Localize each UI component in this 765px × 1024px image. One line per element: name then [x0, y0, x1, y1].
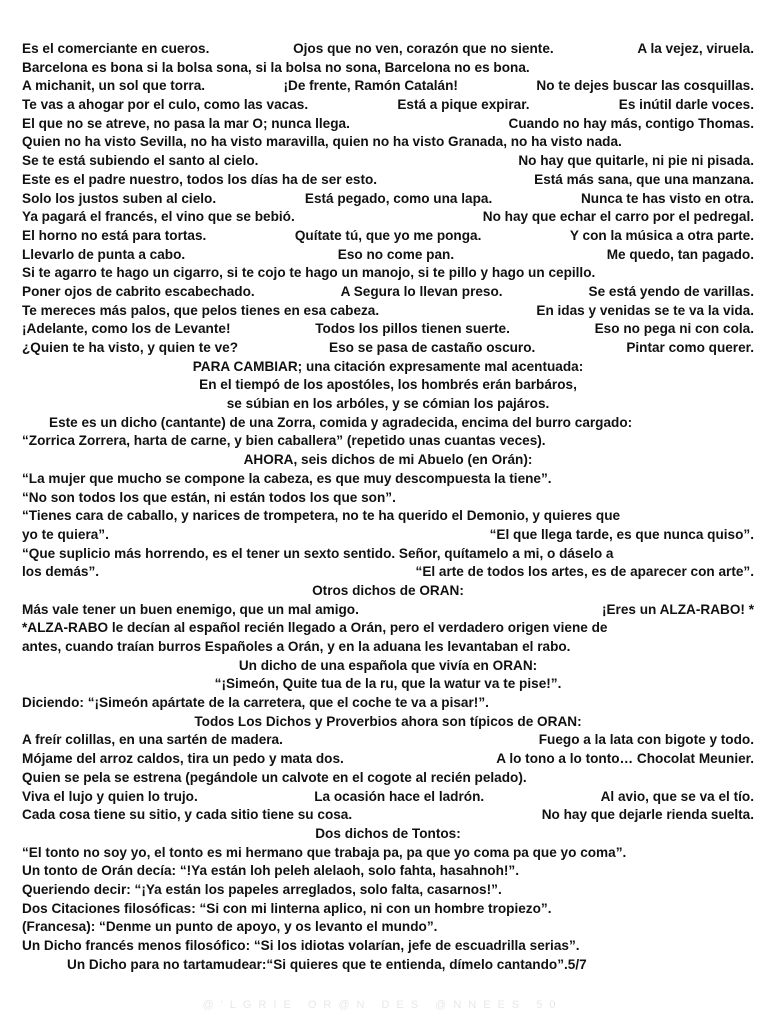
line-segment: Ya pagará el francés, el vino que se bebió. — [22, 209, 295, 225]
text-line — [22, 731, 754, 750]
line-segment: Dos Citaciones filosóficas: “Si con mi linterna aplico, ni con un hombre tropiezo”. — [22, 900, 552, 916]
line-segment: Quítate tú, que yo me ponga. — [294, 227, 482, 243]
text-line — [22, 190, 754, 209]
text-line — [22, 769, 754, 788]
text-line — [22, 302, 754, 321]
line-segment: (Francesa): “Denme un punto de apoyo, y os levanto el mundo”. — [22, 919, 438, 935]
line-segment: “El arte de todos los artes, es de aparecer con arte”. — [415, 564, 754, 580]
line-segment: La ocasión hace el ladrón. — [314, 788, 485, 804]
line-segment: Este es un dicho (cantante) de una Zorra, comida y agradecida, encima del burro cargado: — [49, 414, 633, 430]
text-line — [22, 545, 754, 564]
line-segment: “Zorrica Zorrera, harta de carne, y bien caballera” (repetido unas cuantas veces). — [22, 433, 546, 449]
text-line — [22, 713, 754, 732]
line-segment: No te dejes buscar las cosquillas. — [536, 78, 754, 94]
text-line — [22, 358, 754, 377]
text-line — [22, 414, 754, 433]
text-line — [22, 152, 754, 171]
text-line — [22, 563, 754, 582]
line-segment: AHORA, seis dichos de mi Abuelo (en Orán): — [243, 452, 533, 468]
line-segment: Un Dicho para no tartamudear: — [67, 956, 267, 972]
text-line — [22, 862, 754, 881]
text-line — [22, 246, 754, 265]
line-segment: El horno no está para tortas. — [22, 227, 207, 243]
line-segment: “No son todos los que están, ni están todos los que son”. — [22, 489, 396, 505]
line-segment: Este es el padre nuestro, todos los días ha de ser esto. — [22, 171, 378, 187]
text-line — [22, 264, 754, 283]
line-segment: ¡Adelante, como los de Levante! — [22, 321, 231, 337]
line-segment: No hay que quitarle, ni pie ni pisada. — [518, 153, 754, 169]
line-segment: Solo los justos suben al cielo. — [22, 190, 217, 206]
line-segment: Un dicho de una española que vivía en ORAN: — [238, 657, 538, 673]
line-segment: Eso no come pan. — [337, 246, 455, 262]
line-segment: yo te quiera”. — [22, 526, 109, 542]
text-line — [22, 376, 754, 395]
line-segment: No hay que dejarle rienda suelta. — [541, 807, 754, 823]
text-line — [22, 582, 754, 601]
line-segment: Se te está subiendo el santo al cielo. — [22, 153, 259, 169]
line-segment: Está más sana, que una manzana. — [534, 171, 754, 187]
text-line — [22, 507, 754, 526]
line-segment: Está pegado, como una lapa. — [304, 190, 493, 206]
line-segment: Llevarlo de punta a cabo. — [22, 246, 186, 262]
text-line — [22, 844, 754, 863]
line-segment: “La mujer que mucho se compone la cabeza, es que muy descompuesta la tiene”. — [22, 470, 552, 486]
line-segment: Si te agarro te hago un cigarro, si te cojo te hago un manojo, si te pillo y hago un cepillo. — [22, 265, 596, 281]
line-segment: Nunca te has visto en otra. — [580, 190, 754, 206]
line-segment: Todos Los Dichos y Proverbios ahora son típicos de ORAN: — [194, 713, 582, 729]
line-segment: Y con la música a otra parte. — [569, 227, 754, 243]
line-segment: antes, cuando traían burros Españoles a Orán, y en la aduana les levantaban el rabo. — [22, 639, 571, 654]
text-line — [22, 432, 754, 451]
text-line — [22, 526, 754, 545]
line-segment: Barcelona es bona si la bolsa sona, si la bolsa no sona, Barcelona no es bona. — [22, 59, 530, 75]
line-segment: Te mereces más palos, que pelos tienes en esa cabeza. — [22, 302, 380, 318]
line-segment: ¡Eres un ALZA-RABO! * — [601, 601, 754, 617]
line-segment: El que no se atreve, no pasa la mar O; nunca llega. — [22, 115, 350, 131]
line-segment: Más vale tener un buen enemigo, que un mal amigo. — [22, 601, 359, 617]
line-segment: Ojos que no ven, corazón que no siente. — [293, 41, 554, 56]
line-segment: No hay que echar el carro por el pedregal. — [482, 209, 754, 225]
text-line — [22, 227, 754, 246]
line-segment: Se está yendo de varillas. — [588, 283, 754, 299]
text-line — [22, 638, 754, 657]
text-line — [22, 283, 754, 302]
line-segment: Mójame del arroz caldos, tira un pedo y mata dos. — [22, 751, 344, 767]
text-line — [22, 881, 754, 900]
line-segment: ¡De frente, Ramón Catalán! — [283, 78, 458, 94]
line-segment: A la vejez, viruela. — [637, 41, 754, 56]
line-segment: “El que llega tarde, es que nunca quiso”. — [489, 526, 754, 542]
line-segment: Diciendo: “¡Simeón apártate de la carretera, que el coche te va a pisar!”. — [22, 695, 489, 711]
line-segment: A Segura lo llevan preso. — [340, 283, 503, 299]
text-line — [22, 40, 754, 59]
line-segment: Es inútil darle voces. — [618, 97, 754, 113]
line-segment: Me quedo, tan pagado. — [606, 246, 754, 262]
watermark-footer: @'LGRIE OR@N DES @NNEES 50 — [202, 999, 563, 1011]
text-line — [22, 825, 754, 844]
line-segment: A freír colillas, en una sartén de madera. — [22, 732, 283, 748]
document-body — [22, 40, 754, 974]
line-segment: En idas y venidas se te va la vida. — [536, 302, 754, 318]
text-line — [22, 451, 754, 470]
text-line — [22, 750, 754, 769]
line-segment: Al avio, que se va el tío. — [600, 788, 754, 804]
text-line — [22, 59, 754, 78]
line-segment: “¡Simeón, Quite tua de la ru, que la watur va te pise!”. — [214, 676, 562, 692]
text-line — [22, 806, 754, 825]
text-line — [22, 339, 754, 358]
line-segment: “El tonto no soy yo, el tonto es mi hermano que trabaja pa, pa que yo coma pa que yo coma”. — [22, 844, 627, 860]
text-line — [22, 77, 754, 96]
line-segment: Pintar como querer. — [626, 340, 754, 355]
line-segment: Un Dicho francés menos filosófico: “Si los idiotas volarían, jefe de escuadrilla serias”. — [22, 938, 580, 953]
line-segment: Es el comerciante en cueros. — [22, 41, 210, 56]
line-segment: Está a pique expirar. — [397, 97, 530, 113]
line-segment: Fuego a la lata con bigote y todo. — [538, 732, 754, 748]
line-segment: Otros dichos de ORAN: — [312, 582, 464, 598]
line-segment: PARA CAMBIAR; una citación expresamente mal acentuada: — [192, 358, 584, 374]
text-line — [22, 900, 754, 919]
line-segment: Dos dichos de Tontos: — [315, 825, 461, 841]
line-segment: Eso no pega ni con cola. — [594, 321, 754, 337]
line-segment: Queriendo decir: “¡Ya están los papeles arreglados, solo falta, casarnos!”. — [22, 881, 502, 897]
text-line — [22, 395, 754, 414]
text-line — [22, 171, 754, 190]
text-line — [22, 208, 754, 227]
line-segment: se súbian en los arbóles, y se cómian los pajáros. — [226, 396, 550, 412]
line-segment: Cuando no hay más, contigo Thomas. — [508, 115, 754, 131]
line-segment: En el tiempó de los apostóles, los hombrés erán barbáros, — [199, 377, 577, 393]
line-segment: A lo tono a lo tonto… Chocolat Meunier. — [496, 751, 754, 767]
line-segment: Todos los pillos tienen suerte. — [315, 321, 510, 337]
line-segment: Quien no ha visto Sevilla, no ha visto maravilla, quien no ha visto Granada, no ha visto nada. — [22, 134, 622, 150]
text-line — [22, 320, 754, 339]
text-line — [22, 489, 754, 508]
text-line — [22, 96, 754, 115]
text-line — [22, 694, 754, 713]
line-segment: “Que suplicio más horrendo, es el tener un sexto sentido. Señor, quítamelo a mi, o dáselo a — [22, 545, 614, 561]
text-line — [22, 619, 754, 638]
line-segment: *ALZA-RABO le decían al español recién llegado a Orán, pero el verdadero origen viene de — [22, 620, 608, 636]
line-segment: Viva el lujo y quien lo trujo. — [22, 788, 198, 804]
text-line — [22, 470, 754, 489]
text-line — [22, 937, 754, 956]
text-line — [22, 601, 754, 620]
text-line — [22, 675, 754, 694]
line-segment: Poner ojos de cabrito escabechado. — [22, 283, 255, 299]
line-segment: ¿Quien te ha visto, y quien te ve? — [22, 340, 239, 355]
text-line — [22, 133, 754, 152]
line-segment: Cada cosa tiene su sitio, y cada sitio tiene su cosa. — [22, 807, 353, 823]
text-line — [22, 956, 754, 975]
line-segment: los demás”. — [22, 564, 100, 580]
line-segment: “Tienes cara de caballo, y narices de trompetera, no te ha querido el Demonio, y quieres que — [22, 508, 621, 524]
line-segment: Te vas a ahogar por el culo, como las vacas. — [22, 97, 309, 113]
line-segment: Un tonto de Orán decía: “!Ya están loh peleh alelaoh, solo fahta, hasahnoh!”. — [22, 863, 520, 879]
line-segment: “Si quieres que te entienda, dímelo cantando”. — [266, 956, 568, 972]
text-line — [22, 657, 754, 676]
line-segment: A michanit, un sol que torra. — [22, 78, 206, 94]
line-segment: Quien se pela se estrena (pegándole un calvote en el cogote al recién pelado). — [22, 769, 527, 785]
text-line — [22, 115, 754, 134]
line-segment: Eso se pasa de castaño oscuro. — [329, 340, 536, 355]
text-line — [22, 788, 754, 807]
text-line — [22, 918, 754, 937]
line-segment: 5/7 — [567, 956, 587, 972]
